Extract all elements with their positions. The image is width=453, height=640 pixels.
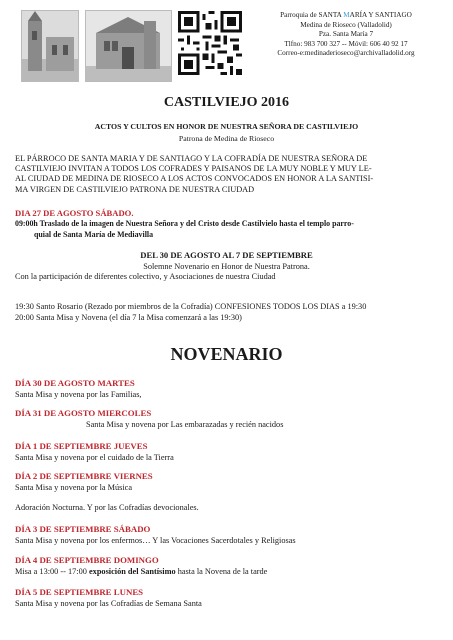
- contact-line: Correo-e:medinaderioseco@archivalladolid.org: [277, 49, 415, 58]
- intro-text: [15, 154, 443, 195]
- day-text: Santa Misa y novena por los enfermos… Y las Vocaciones Sacerdotales y Religiosas: [15, 536, 296, 545]
- intro-line: EL PÁRROCO DE SANTA MARIA Y DE SANTIAGO Y LA COFRADÍA DE NUESTRA SEÑORA DE: [15, 154, 368, 163]
- day-extra: Adoración Nocturna. Y por las Cofradías devocionales.: [15, 503, 199, 512]
- day-text: Santa Misa y novena por la Música: [15, 483, 133, 492]
- contact-line: Tlfno: 983 700 327 -- Móvil: 606 40 92 17: [284, 39, 408, 48]
- contact-line: Medina de Rioseco (Valladolid): [300, 20, 392, 29]
- day-text: Santa Misa y novena por las Cofradías de Semana Santa: [15, 599, 202, 608]
- patron-line: Patrona de Medina de Rioseco: [178, 134, 275, 143]
- qr-code: [178, 11, 242, 75]
- subtitle: ACTOS Y CULTOS EN HONOR DE NUESTRA SEÑORA DE CASTILVIEJO: [94, 122, 359, 131]
- day-text: Misa a 13:00 -- 17:00 exposición del Santísimo hasta la Novena de la tarde: [15, 567, 268, 576]
- range-line: Con la participación de diferentes colectivo, y Asociaciones de nuestra Ciudad: [15, 272, 276, 281]
- day-date: DÍA 2 DE SEPTIEMBRE VIERNES: [15, 471, 153, 481]
- day-text: Santa Misa y novena por las Familias,: [15, 390, 142, 399]
- intro-line: AL CIUDAD DE MEDINA DE RIOSECO A LOS ACTOS CONVOCADOS EN HONOR A LA SANTISI-: [15, 174, 374, 184]
- day-text: Santa Misa y novena por Las embarazadas y recién nacidos: [86, 420, 284, 429]
- day-text: Santa Misa y novena por el cuidado de la Tierra: [15, 453, 174, 462]
- aug27-line: quial de Santa María de Mediavilla: [34, 230, 154, 239]
- day-date: DÍA 30 DE AGOSTO MARTES: [15, 378, 135, 388]
- day-date: DÍA 3 DE SEPTIEMBRE SÁBADO: [15, 524, 151, 534]
- church-photo: [85, 10, 172, 82]
- parish-name: Parroquia de SANTA MARÍA Y SANTIAGO: [280, 11, 412, 19]
- schedule-line: 19:30 Santo Rosario (Rezado por miembros de la Cofradía) CONFESIONES TODOS LOS DIAS a 19:30: [15, 302, 367, 311]
- contact-line: Pza. Santa María 7: [318, 30, 374, 39]
- day-date: DÍA 4 DE SEPTIEMBRE DOMINGO: [15, 555, 159, 565]
- novenario-title: NOVENARIO: [170, 344, 283, 364]
- contact-block: [250, 11, 442, 59]
- aug27-line: 09:00h Traslado de la imagen de Nuestra Señora y del Cristo desde Castilvielo hasta el templo parro-: [15, 219, 354, 228]
- range-line: Solemne Novenario en Honor de Nuestra Patrona.: [143, 262, 310, 271]
- cathedral-photo: [21, 10, 79, 82]
- day-date: DÍA 1 DE SEPTIEMBRE JUEVES: [15, 441, 148, 451]
- schedule-line: 20:00 Santa Misa y Novena (el día 7 la Misa comenzará a las 19:30): [15, 313, 242, 322]
- intro-line: MA VIRGEN DE CASTILVIEJO PATRONA DE NUESTRA CIUDAD: [15, 184, 255, 194]
- range-heading: DEL 30 DE AGOSTO AL 7 DE SEPTIEMBRE: [140, 250, 313, 260]
- intro-line: CASTILVIEJO INVITAN A TODOS LOS COFRADES Y PAISANOS DE LA MUY NOBLE Y MUY LE-: [15, 164, 372, 174]
- aug27-date: DIA 27 DE AGOSTO SÁBADO.: [15, 208, 134, 218]
- day-date: DÍA 31 DE AGOSTO MIERCOLES: [15, 408, 152, 418]
- page-title: CASTILVIEJO 2016: [163, 95, 290, 110]
- day-date: DÍA 5 DE SEPTIEMBRE LUNES: [15, 587, 144, 597]
